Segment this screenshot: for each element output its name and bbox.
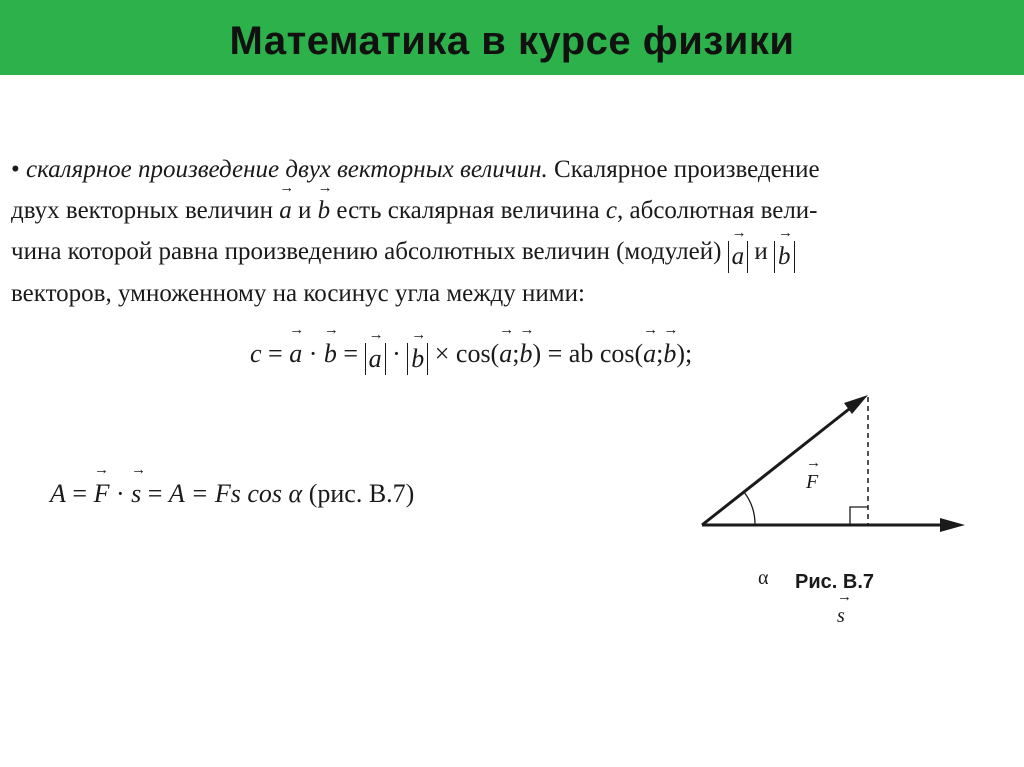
text-segment: Скалярное произведение [547,156,820,183]
vector-F: → F [94,478,110,510]
formula-segment: = [65,479,94,508]
formula-segment: = Fs cos α [184,479,309,508]
label-F: → F [806,471,818,494]
vector-b: → b [318,196,331,226]
text-segment: и [291,197,318,224]
vector-s: → s [131,478,141,510]
slide-title: Математика в курсе физики [229,19,795,63]
figure-reference: (рис. В.7) [308,479,415,508]
vector-diagram [690,385,975,627]
paragraph-line-3 [11,237,795,273]
vector-F-line [702,402,858,525]
paragraph-line-1 [11,155,820,185]
paragraph-line-4: векторов, умноженному на косинус угла между ними: [11,280,585,307]
vector-a: → a [643,338,656,370]
formula-segment: ); [676,339,693,368]
formula-segment: × cos( [428,339,500,368]
bullet: • [11,156,20,183]
vector-b: → b [324,338,337,370]
vector-a: → a [279,196,292,226]
vector-b: → b [411,343,424,375]
work-formula [50,478,414,510]
formula-segment: · [109,479,132,508]
formula-segment: · [302,339,324,368]
formula-segment: = [261,339,290,368]
formula-segment: = [336,339,365,368]
modulus-b [407,343,428,375]
modulus-b [774,241,795,273]
formula-segment: = [141,479,169,508]
figure-caption: Рис. В.7 [795,571,874,593]
vector-diagram-svg [690,385,975,595]
vector-b: → b [519,338,532,370]
right-angle-mark [850,507,868,525]
symbol-A: A [168,479,185,508]
text-segment: чина которой равна произведению абсолютных величин (модулей) [11,238,728,265]
formula-segment: ) = ab cos( [532,339,644,368]
formula-segment: ; [656,339,664,368]
paragraph-line-2 [11,196,818,226]
label-alpha: α [758,567,769,589]
angle-arc [744,492,755,525]
term-scalar-product: скалярное произведение двух векторных величин. [26,156,548,183]
text-segment: есть скалярная величина [330,197,606,224]
formula-segment: ; [512,339,520,368]
formula-segment: · [385,339,408,368]
slide-content [0,75,1024,767]
text-segment: двух векторных величин [11,197,280,224]
modulus-a [728,241,749,273]
vector-b: → b [663,338,676,370]
label-s: → s [837,605,845,628]
vector-b: → b [778,241,791,273]
symbol-c: c [250,339,262,368]
text-segment: и [748,238,775,265]
scalar-product-formula [250,338,692,375]
text-segment: , абсолютная вели- [617,197,818,224]
symbol-c: c [605,197,618,224]
symbol-A: A [50,479,66,508]
modulus-a [365,343,386,375]
vector-a: → a [499,338,512,370]
vector-s-arrowhead [940,518,965,532]
vector-a: → a [732,241,745,273]
vector-a: → a [369,343,382,375]
vector-a: → a [289,338,302,370]
